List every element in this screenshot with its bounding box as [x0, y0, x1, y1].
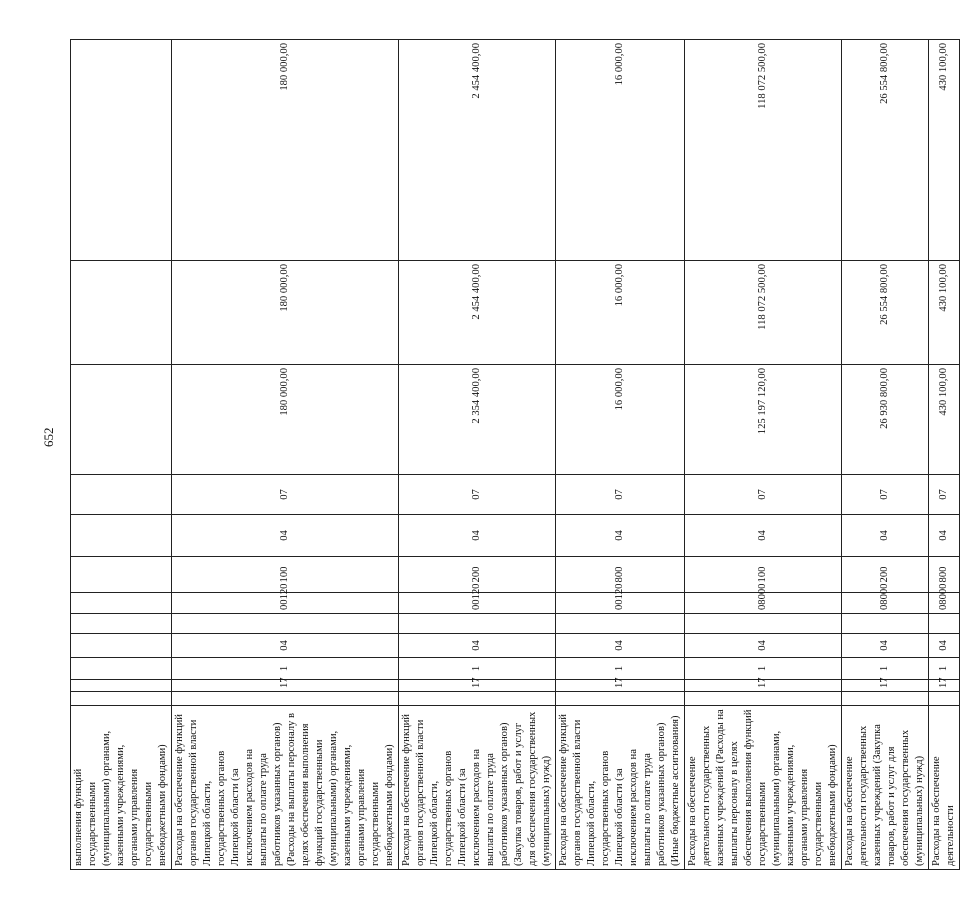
row-name: Расходы на обеспечение функций органов государственной власти Липецкой области, государственных органов Липецкой области (за исключением расходов на выплаты по оплате труда работников указанных органов) (Расходы на выплаты персоналу в целях обеспечения выполнения функций государственными (муниципальными) органами, казенными учреждениями, органами управления государственными внебюджетными фондами): [172, 706, 399, 870]
row-name: Расходы на обеспечение функций органов государственной власти Липецкой области, государственных органов Липецкой области (за исключением расходов на выплаты по оплате труда работников указанных органов) (Закупка товаров, работ и услуг для обеспечения государственных (муниципальных) нужд): [399, 706, 556, 870]
table-row: Расходы на обеспечение функций органов государственной власти Липецкой области, государственных органов Липецкой области (за исключением расходов на выплаты по оплате труда работников указанных органов) (Расходы на выплаты персоналу в целях обеспечения выполнения функций государственными (муниципальными) органами, казенными учреждениями, органами управления государственными внебюджетными фондами) 17 1 04 00120 100 04 07 180 000,00 180 000,00 180 000,00: [172, 40, 399, 870]
table-row: Расходы на обеспечение деятельности 17 1 04 08000 800 04 07 430 100,00 430 100,00 430 100,00: [929, 40, 960, 870]
row-name: Расходы на обеспечение деятельности государственных казенных учреждений (Расходы на выплаты персоналу в целях обеспечения выполнения функций государственными (муниципальными) органами, казенными учреждениями, органами управления государственными внебюджетными фондами): [685, 706, 842, 870]
row-name: Расходы на обеспечение деятельности государственных казенных учреждений (Закупка товаров, работ и услуг для обеспечения государственных (муниципальных) нужд): [842, 706, 929, 870]
table-row: [71, 40, 172, 870]
budget-table: [70, 39, 960, 870]
rotated-table-container: [70, 40, 956, 870]
page-number: 652: [41, 427, 56, 447]
table-row: Расходы на обеспечение функций органов государственной власти Липецкой области, государственных органов Липецкой области (за исключением расходов на выплаты по оплате труда работников указанных органов) (Иные бюджетные ассигнования) 17 1 04 00120 800 04 07 16 000,00 16 000,00 16 000,00: [556, 40, 685, 870]
row-name: Расходы на обеспечение функций органов государственной власти Липецкой области, государственных органов Липецкой области (за исключением расходов на выплаты по оплате труда работников указанных органов) (Иные бюджетные ассигнования): [556, 706, 685, 870]
table-row: Расходы на обеспечение функций органов государственной власти Липецкой области, государственных органов Липецкой области (за исключением расходов на выплаты по оплате труда работников указанных органов) (Закупка товаров, работ и услуг для обеспечения государственных (муниципальных) нужд) 17 1 04 00120 200 04 07 2 354 400,00 2 454 400,00 2 454 400,00: [399, 40, 556, 870]
table-row: Расходы на обеспечение деятельности государственных казенных учреждений (Расходы на выплаты персоналу в целях обеспечения выполнения функций государственными (муниципальными) органами, казенными учреждениями, органами управления государственными внебюджетными фондами) 17 1 04 08000 100 04 07 125 197 120,00 118 072 500,00 118 072 500,00: [685, 40, 842, 870]
row-name: Расходы на обеспечение деятельности: [929, 706, 960, 870]
row-name: выполнения функций государственными (муниципальными) органами, казенными учреждениями, органами управления государственными внебюджетными фондами): [71, 706, 172, 870]
table-row: Расходы на обеспечение деятельности государственных казенных учреждений (Закупка товаров, работ и услуг для обеспечения государственных (муниципальных) нужд) 17 1 04 08000 200 04 07 26 930 800,00 26 554 800,00 26 554 800,00: [842, 40, 929, 870]
